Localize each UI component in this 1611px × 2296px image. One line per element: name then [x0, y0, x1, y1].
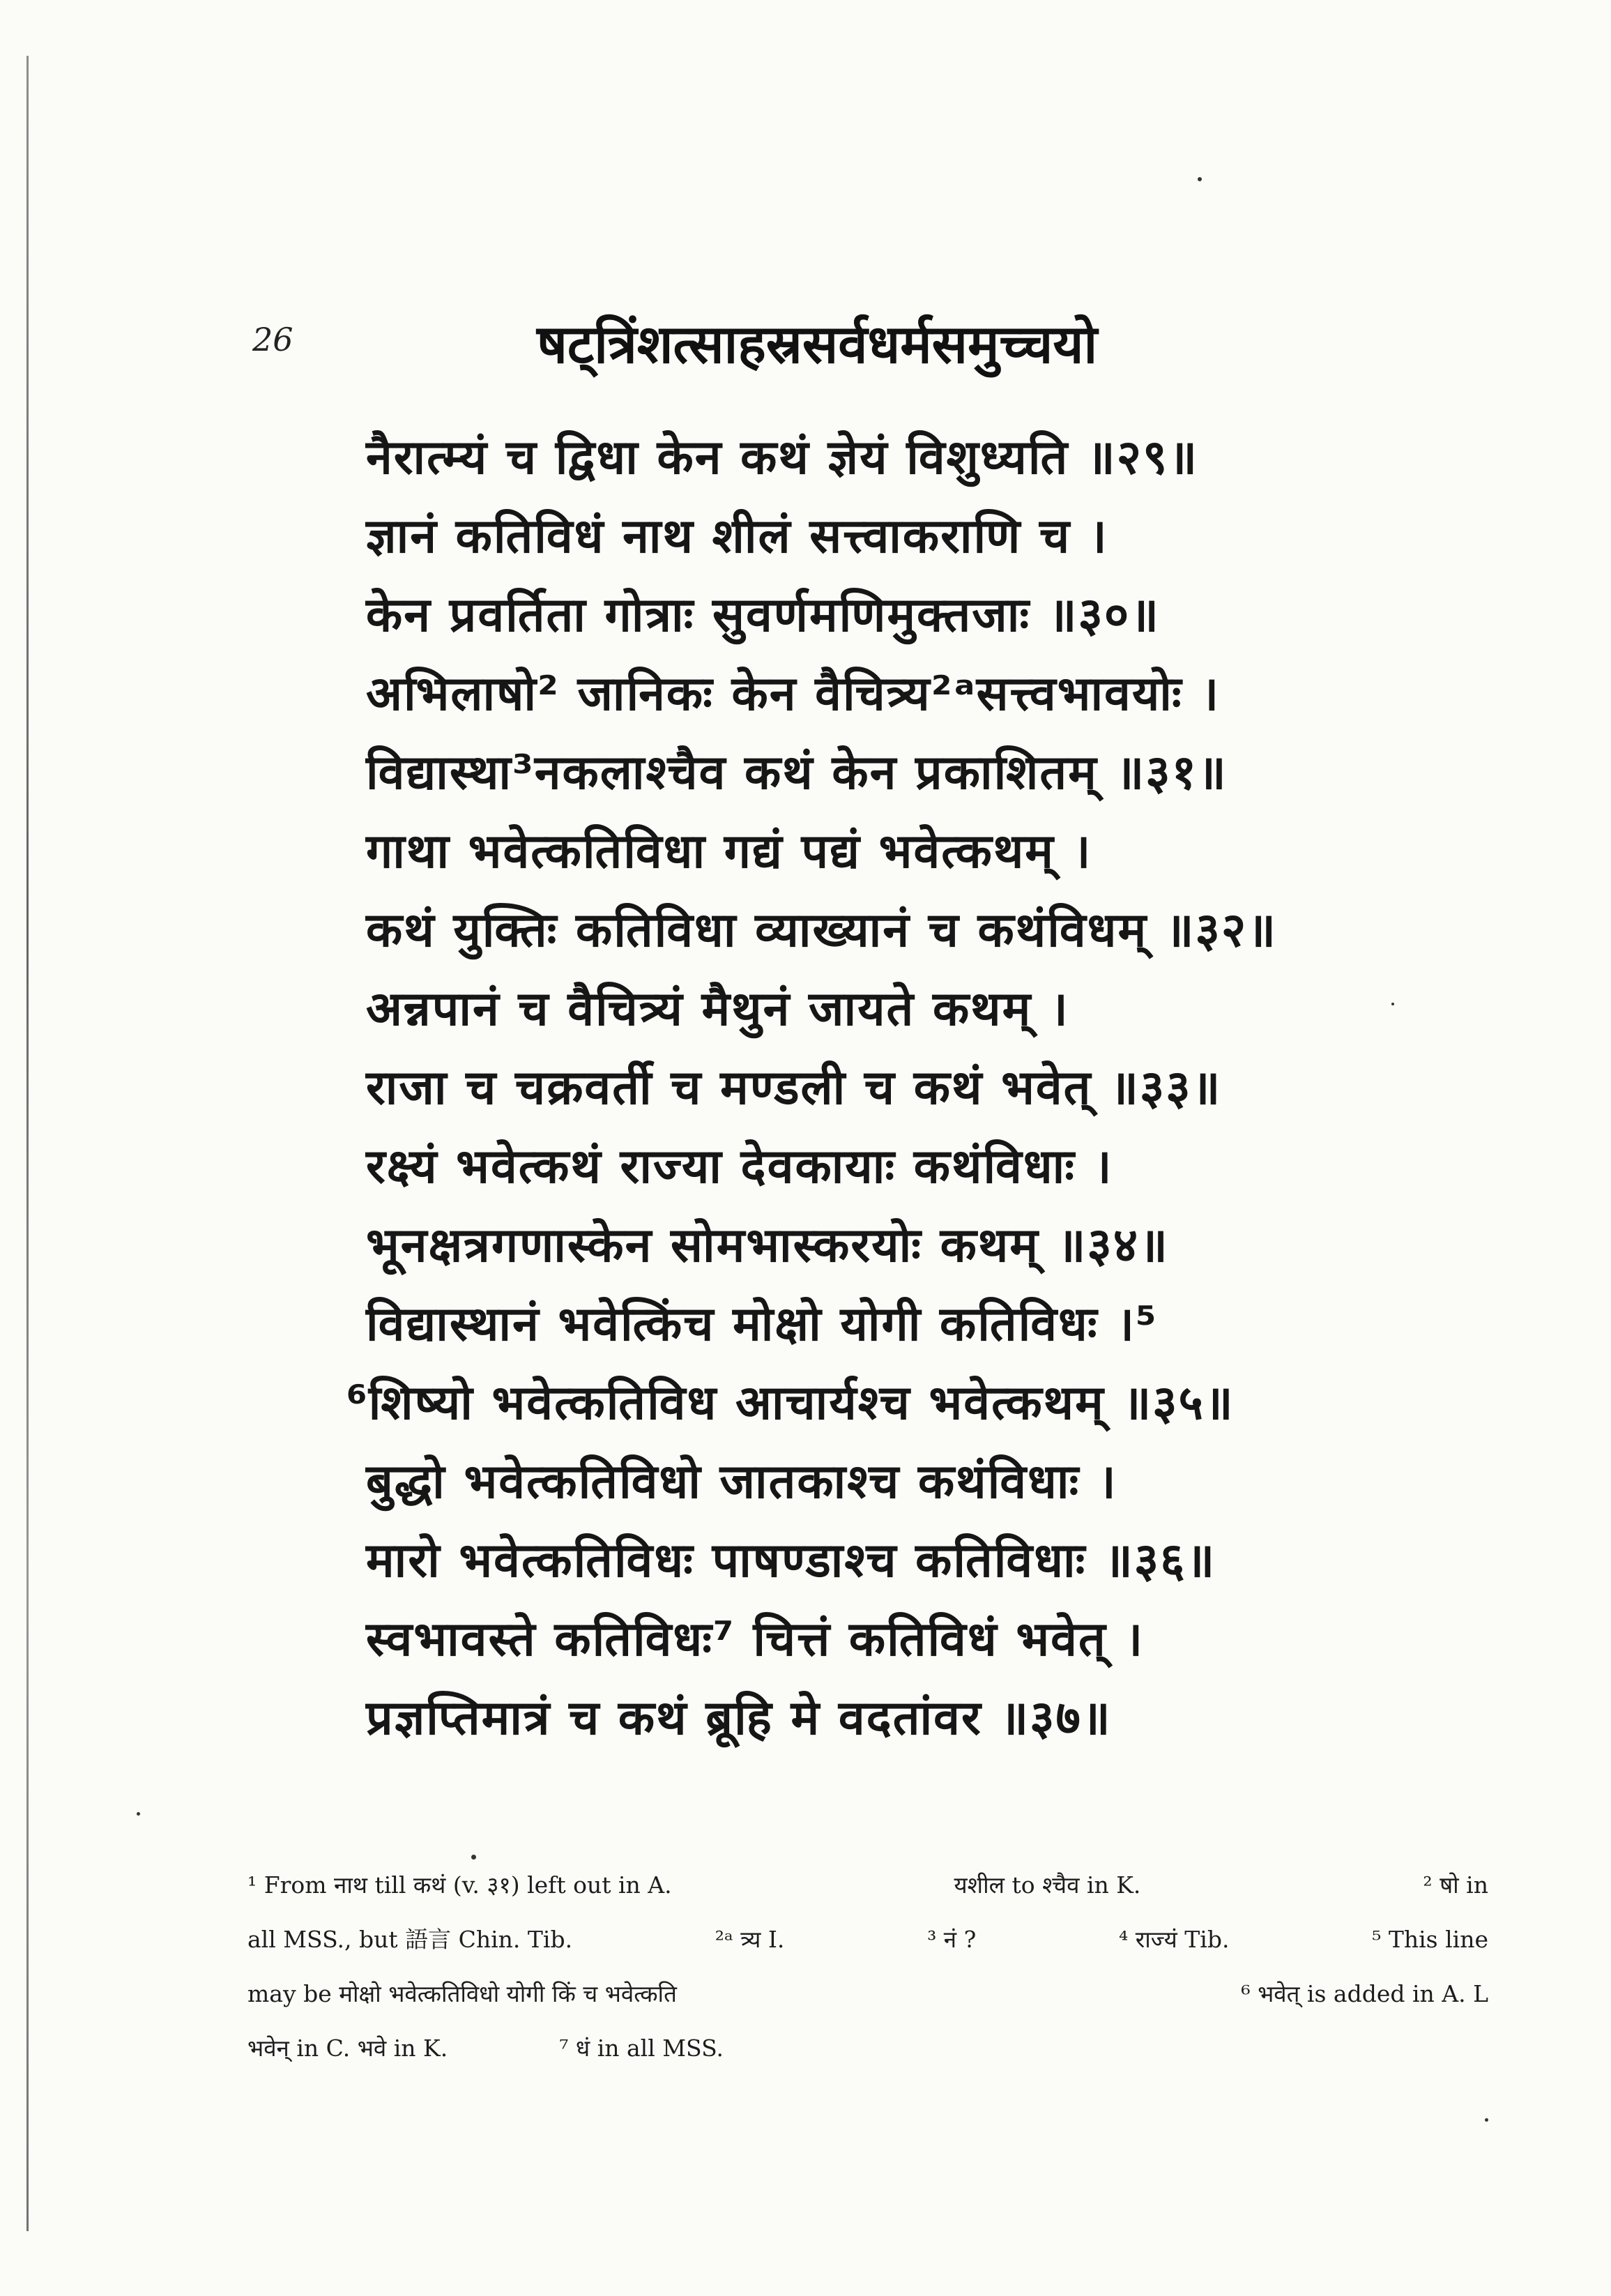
verse-line: प्रज्ञप्तिमात्रं च कथं ब्रूहि मे वदतांवर ॥३७॥ — [366, 1691, 1112, 1746]
verse-line: बुद्धो भवेत्कतिविधो जातकाश्च कथंविधाः । — [366, 1454, 1117, 1510]
footnote-segment: ² षो in — [1423, 1871, 1488, 1899]
verse-block — [346, 418, 1481, 1758]
verse-line: अन्नपानं च वैचित्र्यं मैथुनं जायते कथम् । — [366, 982, 1069, 1037]
verse-line: कथं युक्तिः कतिविधा व्याख्यानं च कथंविधम् ॥३२॥ — [366, 903, 1277, 958]
footnote-segment: ⁷ धं in all MSS. — [559, 2035, 724, 2062]
scan-speck — [1198, 177, 1202, 181]
footnote-segment: भवेन् in C. भवे in K. — [247, 2035, 448, 2062]
footnote-line — [247, 1913, 1488, 1967]
verse-line: अभिलाषो² जानिकः केन वैचित्र्य²ᵃसत्त्वभावयोः । — [366, 667, 1221, 722]
running-title: षट्त्रिंशत्साहस्रसर्वधर्मसमुच्चयो — [537, 313, 1098, 375]
footnote-segment: ³ नं ? — [927, 1926, 977, 1953]
verse-line: नैरात्म्यं च द्विधा केन कथं ज्ञेयं विशुध्यति ॥२९॥ — [366, 430, 1199, 485]
footnote-segment: ¹ From नाथ till कथं (v. ३१) left out in A. — [247, 1871, 672, 1899]
footnote-segment: यशील to श्चैव in K. — [954, 1871, 1141, 1899]
verse-line: ⁶शिष्यो भवेत्कतिविध आचार्यश्च भवेत्कथम् ॥३५॥ — [346, 1376, 1235, 1431]
page-edge-line — [26, 56, 29, 2231]
verse-line: भूनक्षत्रगणास्केन सोमभास्करयोः कथम् ॥३४॥ — [366, 1218, 1169, 1273]
verse-line: विद्यास्थानं भवेत्किंच मोक्षो योगी कतिविधः ।⁵ — [366, 1297, 1158, 1352]
verse-line: स्वभावस्ते कतिविधः⁷ चित्तं कतिविधं भवेत् । — [366, 1612, 1145, 1667]
verse-line: केन प्रवर्तिता गोत्राः सुवर्णमणिमुक्तजाः ॥३०॥ — [366, 588, 1160, 643]
scan-speck — [1485, 2118, 1488, 2122]
footnote-line — [247, 1858, 1488, 1913]
footnote-segment: ²ᵃ त्र्य I. — [715, 1926, 785, 1953]
footnote-segment: may be मोक्षो भवेत्कतिविधो योगी किं च भवेत्कति — [247, 1980, 677, 2007]
verse-line: मारो भवेत्कतिविधः पाषण्डाश्च कतिविधाः ॥३६॥ — [366, 1533, 1216, 1588]
footnote-segment: ⁴ राज्यं Tib. — [1118, 1926, 1230, 1953]
footnote-line — [247, 2021, 1488, 2076]
footnote-line — [247, 1967, 1488, 2021]
verse-line: गाथा भवेत्कतिविधा गद्यं पद्यं भवेत्कथम् । — [366, 824, 1092, 879]
verse-line: रक्ष्यं भवेत्कथं राज्या देवकायाः कथंविधाः । — [366, 1139, 1113, 1194]
verse-line: ज्ञानं कतिविधं नाथ शीलं सत्त्वाकराणि च । — [366, 509, 1108, 564]
scan-speck — [471, 1855, 476, 1860]
verse-line: राजा च चक्रवर्ती च मण्डली च कथं भवेत् ॥३३॥ — [366, 1060, 1222, 1116]
footnote-segment: ⁶ भवेत् is added in A. L — [1241, 1980, 1488, 2007]
scan-speck — [137, 1812, 140, 1816]
verse-line: विद्यास्था³नकलाश्चैव कथं केन प्रकाशितम् ॥३१॥ — [366, 745, 1228, 800]
scan-speck — [1391, 1003, 1394, 1005]
page-number: 26 — [252, 321, 293, 358]
footnote-segment: all MSS., but 語言 Chin. Tib. — [247, 1926, 573, 1953]
footnotes — [247, 1858, 1488, 2076]
footnote-segment: ⁵ This line — [1372, 1926, 1488, 1953]
